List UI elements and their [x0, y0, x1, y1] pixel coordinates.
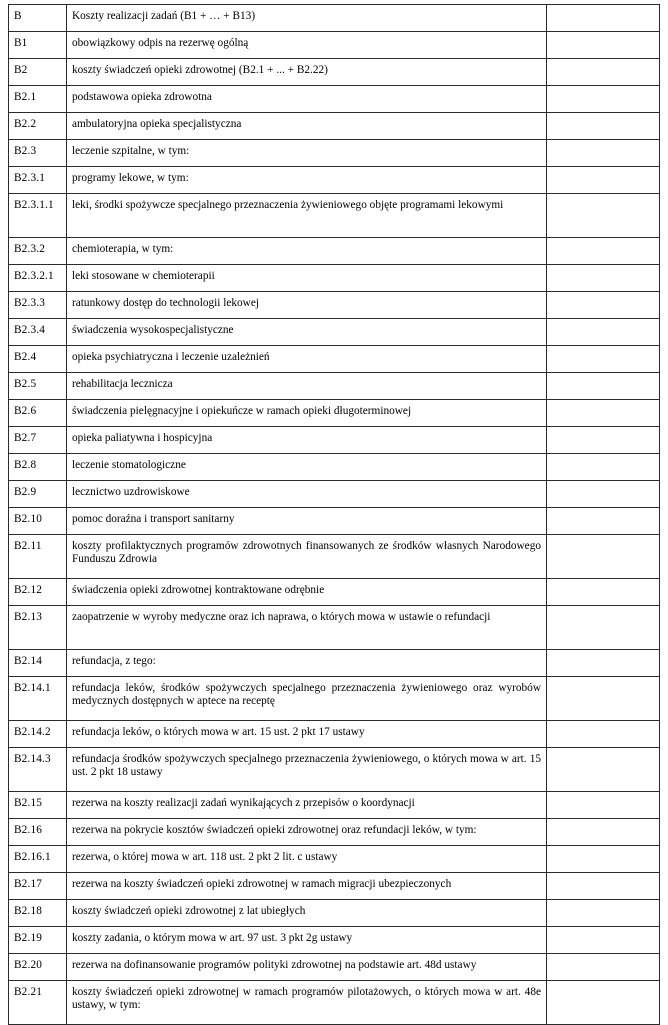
- row-description-cell: [67, 819, 547, 846]
- row-description-cell: [67, 373, 547, 400]
- row-description-cell: [67, 792, 547, 819]
- row-description-cell: [67, 454, 547, 481]
- row-code-cell: B2.18: [9, 900, 67, 927]
- row-description-cell: [67, 846, 547, 873]
- row-description-cell: [67, 400, 547, 427]
- row-description-text: rehabilitacja lecznicza: [72, 377, 173, 390]
- row-amount-cell[interactable]: [547, 427, 660, 454]
- row-amount-cell[interactable]: [547, 32, 660, 59]
- row-description-cell: [67, 677, 547, 721]
- row-code-cell: B2.9: [9, 481, 67, 508]
- row-description-text: rezerwa na pokrycie kosztów świadczeń opieki zdrowotnej oraz refundacji leków, w tym:: [72, 823, 477, 836]
- row-description-cell: [67, 927, 547, 954]
- row-code-cell: B1: [9, 32, 67, 59]
- row-description-cell: [67, 900, 547, 927]
- row-code-cell: B2.20: [9, 954, 67, 981]
- row-description-cell: [67, 954, 547, 981]
- row-description-text: lecznictwo uzdrowiskowe: [72, 485, 190, 498]
- row-code-cell: B2.3.4: [9, 319, 67, 346]
- row-description-cell: [67, 650, 547, 677]
- row-amount-cell[interactable]: [547, 508, 660, 535]
- row-amount-cell[interactable]: [547, 292, 660, 319]
- row-description-cell: [67, 140, 547, 167]
- table-row: [9, 400, 660, 427]
- row-description-cell: [67, 748, 547, 792]
- table-row: [9, 238, 660, 265]
- row-amount-cell[interactable]: [547, 400, 660, 427]
- row-amount-cell[interactable]: [547, 346, 660, 373]
- row-code-cell: B2: [9, 59, 67, 86]
- row-code-cell: B2.6: [9, 400, 67, 427]
- row-code-cell: B2.19: [9, 927, 67, 954]
- row-description-text: obowiązkowy odpis na rezerwę ogólną: [72, 36, 249, 49]
- row-amount-cell[interactable]: [547, 819, 660, 846]
- table-row: [9, 113, 660, 140]
- row-description-text: koszty świadczeń opieki zdrowotnej (B2.1 + ... + B2.22): [72, 63, 328, 76]
- table-row: [9, 167, 660, 194]
- row-amount-cell[interactable]: [547, 677, 660, 721]
- row-amount-cell[interactable]: [547, 481, 660, 508]
- row-amount-cell[interactable]: [547, 900, 660, 927]
- row-description-cell: [67, 481, 547, 508]
- table-row: [9, 59, 660, 86]
- row-code-cell: B: [9, 5, 67, 32]
- row-description-text: chemioterapia, w tym:: [72, 242, 174, 255]
- row-amount-cell[interactable]: [547, 535, 660, 579]
- row-description-text: koszty świadczeń opieki zdrowotnej z lat ubiegłych: [72, 904, 306, 917]
- row-description-text: leczenie szpitalne, w tym:: [72, 144, 190, 157]
- row-amount-cell[interactable]: [547, 981, 660, 1025]
- row-amount-cell[interactable]: [547, 454, 660, 481]
- row-description-cell: [67, 346, 547, 373]
- row-amount-cell[interactable]: [547, 846, 660, 873]
- table-row: [9, 954, 660, 981]
- row-description-text: refundacja leków, środków spożywczych specjalnego przeznaczenia żywieniowego oraz wyrobów medycznych dostępnych w aptece na receptę: [72, 681, 541, 708]
- table-row: [9, 481, 660, 508]
- row-code-cell: B2.7: [9, 427, 67, 454]
- row-description-text: ambulatoryjna opieka specjalistyczna: [72, 117, 242, 130]
- row-code-cell: B2.21: [9, 981, 67, 1025]
- row-description-cell: [67, 59, 547, 86]
- row-amount-cell[interactable]: [547, 579, 660, 606]
- row-code-cell: B2.2: [9, 113, 67, 140]
- table-row: [9, 140, 660, 167]
- table-row: [9, 873, 660, 900]
- table-row: [9, 508, 660, 535]
- row-amount-cell[interactable]: [547, 5, 660, 32]
- row-amount-cell[interactable]: [547, 927, 660, 954]
- row-amount-cell[interactable]: [547, 265, 660, 292]
- row-description-cell: [67, 167, 547, 194]
- row-description-text: Koszty realizacji zadań (B1 + … + B13): [72, 9, 256, 22]
- table-row: [9, 721, 660, 748]
- row-amount-cell[interactable]: [547, 167, 660, 194]
- row-description-text: zaopatrzenie w wyroby medyczne oraz ich naprawa, o których mowa w ustawie o refundacji: [72, 610, 491, 623]
- row-code-cell: B2.17: [9, 873, 67, 900]
- row-code-cell: B2.3.1: [9, 167, 67, 194]
- row-description-text: świadczenia pielęgnacyjne i opiekuńcze w ramach opieki długoterminowej: [72, 404, 412, 417]
- row-description-cell: [67, 873, 547, 900]
- row-code-cell: B2.3: [9, 140, 67, 167]
- table-row: [9, 650, 660, 677]
- row-description-cell: [67, 86, 547, 113]
- row-amount-cell[interactable]: [547, 606, 660, 650]
- row-description-cell: [67, 5, 547, 32]
- row-amount-cell[interactable]: [547, 238, 660, 265]
- row-code-cell: B2.16: [9, 819, 67, 846]
- table-row: [9, 5, 660, 32]
- row-description-text: koszty profilaktycznych programów zdrowotnych finansowanych ze środków własnych Narodowego Funduszu Zdrowia: [72, 539, 541, 566]
- row-description-cell: [67, 535, 547, 579]
- row-description-text: rezerwa na koszty realizacji zadań wynikających z przepisów o koordynacji: [72, 796, 415, 809]
- row-description-text: koszty zadania, o którym mowa w art. 97 ust. 3 pkt 2g ustawy: [72, 931, 353, 944]
- table-row: [9, 535, 660, 579]
- row-amount-cell[interactable]: [547, 194, 660, 238]
- row-description-text: rezerwa, o której mowa w art. 118 ust. 2 pkt 2 lit. c ustawy: [72, 850, 338, 863]
- row-description-text: opieka psychiatryczna i leczenie uzależnień: [72, 350, 270, 363]
- table-row: [9, 32, 660, 59]
- row-description-text: koszty świadczeń opieki zdrowotnej w ramach programów pilotażowych, o których mowa w art. 48e ustawy, w tym:: [72, 985, 541, 1012]
- table-row: [9, 373, 660, 400]
- row-description-text: leki stosowane w chemioterapii: [72, 269, 215, 282]
- table-row: [9, 427, 660, 454]
- row-code-cell: B2.14.3: [9, 748, 67, 792]
- table-row: [9, 792, 660, 819]
- row-amount-cell[interactable]: [547, 319, 660, 346]
- row-description-cell: [67, 606, 547, 650]
- row-amount-cell[interactable]: [547, 59, 660, 86]
- table-row: [9, 927, 660, 954]
- row-description-cell: [67, 32, 547, 59]
- row-description-text: refundacja leków, o których mowa w art. 15 ust. 2 pkt 17 ustawy: [72, 725, 365, 738]
- row-amount-cell[interactable]: [547, 748, 660, 792]
- row-description-text: pomoc doraźna i transport sanitarny: [72, 512, 235, 525]
- row-description-cell: [67, 292, 547, 319]
- row-description-text: refundacja środków spożywczych specjalnego przeznaczenia żywieniowego, o których mowa w art. 15 ust. 2 pkt 18 ustawy: [72, 752, 541, 779]
- row-description-text: ratunkowy dostęp do technologii lekowej: [72, 296, 259, 309]
- cost-breakdown-table: [8, 4, 660, 1025]
- row-description-text: refundacja, z tego:: [72, 654, 156, 667]
- row-amount-cell[interactable]: [547, 140, 660, 167]
- row-code-cell: B2.11: [9, 535, 67, 579]
- row-description-cell: [67, 508, 547, 535]
- row-code-cell: B2.14: [9, 650, 67, 677]
- row-code-cell: B2.3.1.1: [9, 194, 67, 238]
- table-row: [9, 900, 660, 927]
- row-code-cell: B2.1: [9, 86, 67, 113]
- row-code-cell: B2.4: [9, 346, 67, 373]
- row-description-text: leki, środki spożywcze specjalnego przeznaczenia żywieniowego objęte programami lekowymi: [72, 198, 504, 211]
- row-description-cell: [67, 579, 547, 606]
- row-description-cell: [67, 319, 547, 346]
- row-amount-cell[interactable]: [547, 113, 660, 140]
- table-row: [9, 319, 660, 346]
- table-row: [9, 846, 660, 873]
- row-code-cell: B2.5: [9, 373, 67, 400]
- table-row: [9, 86, 660, 113]
- row-code-cell: B2.14.2: [9, 721, 67, 748]
- row-description-cell: [67, 194, 547, 238]
- table-row: [9, 819, 660, 846]
- table-row: [9, 265, 660, 292]
- row-amount-cell[interactable]: [547, 721, 660, 748]
- row-description-text: świadczenia opieki zdrowotnej kontraktowane odrębnie: [72, 583, 325, 596]
- table-row: [9, 292, 660, 319]
- row-description-text: leczenie stomatologiczne: [72, 458, 186, 471]
- table-row: [9, 606, 660, 650]
- row-description-cell: [67, 427, 547, 454]
- row-code-cell: B2.3.2: [9, 238, 67, 265]
- table-row: [9, 346, 660, 373]
- table-row: [9, 194, 660, 238]
- row-code-cell: B2.14.1: [9, 677, 67, 721]
- row-code-cell: B2.16.1: [9, 846, 67, 873]
- row-amount-cell[interactable]: [547, 650, 660, 677]
- table-row: [9, 981, 660, 1025]
- row-code-cell: B2.8: [9, 454, 67, 481]
- row-amount-cell[interactable]: [547, 873, 660, 900]
- table-row: [9, 454, 660, 481]
- row-description-text: rezerwa na dofinansowanie programów polityki zdrowotnej na podstawie art. 48d ustawy: [72, 958, 477, 971]
- row-amount-cell[interactable]: [547, 373, 660, 400]
- row-code-cell: B2.3.2.1: [9, 265, 67, 292]
- row-description-cell: [67, 721, 547, 748]
- row-amount-cell[interactable]: [547, 954, 660, 981]
- table-row: [9, 579, 660, 606]
- row-description-cell: [67, 238, 547, 265]
- row-amount-cell[interactable]: [547, 792, 660, 819]
- row-code-cell: B2.3.3: [9, 292, 67, 319]
- table-body: [9, 5, 660, 1025]
- row-code-cell: B2.15: [9, 792, 67, 819]
- row-code-cell: B2.12: [9, 579, 67, 606]
- row-description-text: opieka paliatywna i hospicyjna: [72, 431, 213, 444]
- row-description-text: programy lekowe, w tym:: [72, 171, 189, 184]
- row-description-text: świadczenia wysokospecjalistyczne: [72, 323, 234, 336]
- row-amount-cell[interactable]: [547, 86, 660, 113]
- row-code-cell: B2.10: [9, 508, 67, 535]
- row-description-text: rezerwa na koszty świadczeń opieki zdrowotnej w ramach migracji ubezpieczonych: [72, 877, 452, 890]
- row-code-cell: B2.13: [9, 606, 67, 650]
- table-row: [9, 677, 660, 721]
- table-row: [9, 748, 660, 792]
- row-description-cell: [67, 265, 547, 292]
- row-description-cell: [67, 113, 547, 140]
- row-description-cell: [67, 981, 547, 1025]
- row-description-text: podstawowa opieka zdrowotna: [72, 90, 212, 103]
